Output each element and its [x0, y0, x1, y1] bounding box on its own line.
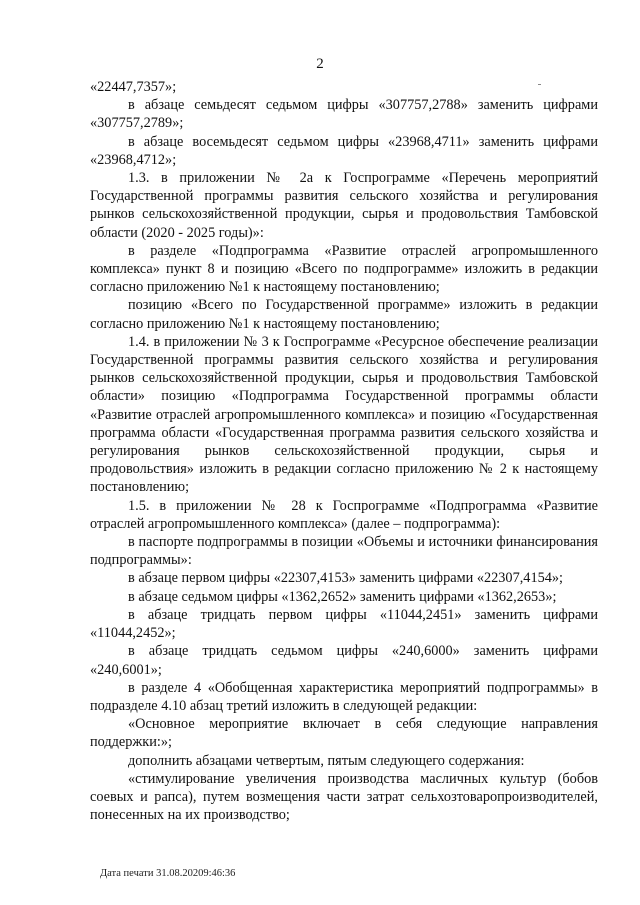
paragraph: в паспорте подпрограммы в позиции «Объемы и источники финансирования подпрограммы»: [90, 534, 598, 569]
paragraph: в разделе «Подпрограмма «Развитие отраслей агропромышленного комплекса» пункт 8 и позицию «Всего по подпрограмме» изложить в редакции согласно приложению №1 к настоящему постановлению; [90, 242, 598, 296]
paragraph: в разделе 4 «Обобщенная характеристика мероприятий подпрограммы» в подразделе 4.10 абзац третий изложить в следующей редакции: [90, 679, 598, 714]
paragraph: «22447,7357»; [90, 79, 177, 95]
paragraph: в абзаце семьдесят седьмом цифры «307757,2788» заменить цифрами «307757,2789»; [90, 97, 598, 132]
document-body [90, 78, 598, 824]
paragraph: 1.5. в приложении № 28 к Госпрограмме «Подпрограмма «Развитие отраслей агропромышленного комплекса» (далее – подпрограмма): [90, 497, 598, 532]
paragraph: «Основное мероприятие включает в себя следующие направления поддержки:»; [90, 716, 598, 751]
paragraph: дополнить абзацами четвертым, пятым следующего содержания: [128, 752, 525, 769]
paragraph: 1.3. в приложении № 2а к Госпрограмме «Перечень мероприятий Государственной программы развития сельского хозяйства и регулирования рынков сельскохозяйственной продукции, сырья и продовольствия Тамбовской области (2020 - 2025 годы)»: [90, 170, 598, 241]
paragraph: в абзаце восемьдесят седьмом цифры «23968,4711» заменить цифрами «23968,4712»; [90, 133, 598, 168]
paragraph: позицию «Всего по Государственной программе» изложить в редакции согласно приложению №1 к настоящему постановлению; [90, 297, 598, 332]
paragraph: в абзаце седьмом цифры «1362,2652» заменить цифрами «1362,2653»; [128, 588, 557, 605]
paragraph: 1.4. в приложении № 3 к Госпрограмме «Ресурсное обеспечение реализации Государственной программы развития сельского хозяйства и регулирования рынков сельскохозяйственной продукции, сырья и продовольствия Тамбовской области» позицию «Подпрограмма Государственной программы области «Развитие отраслей агропромышленного комплекса» и позицию «Государственная программа области «Государственная программа развития сельского хозяйства и регулирования рынков сельскохозяйственной продукции, сырья и продовольствия» изложить в редакции согласно приложению № 2 к настоящему постановлению; [90, 333, 598, 496]
paragraph: в абзаце первом цифры «22307,4153» заменить цифрами «22307,4154»; [128, 570, 564, 587]
print-date: Дата печати 31.08.20209:46:36 [100, 868, 236, 879]
page-number: 2 [316, 56, 324, 72]
paragraph: «стимулирование увеличения производства масличных культур (бобов соевых и рапса), путем возмещения части затрат сельхозтоваропроизводителей, понесенных на их производство; [90, 770, 598, 824]
paragraph: в абзаце тридцать седьмом цифры «240,6000» заменить цифрами «240,6001»; [90, 643, 598, 678]
paragraph: в абзаце тридцать первом цифры «11044,2451» заменить цифрами «11044,2452»; [90, 606, 598, 642]
